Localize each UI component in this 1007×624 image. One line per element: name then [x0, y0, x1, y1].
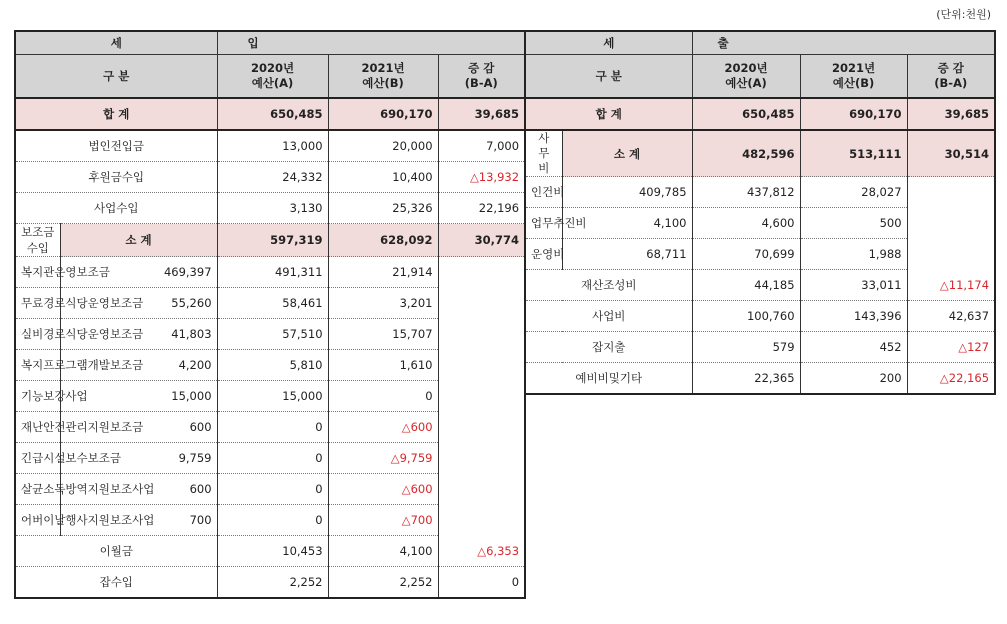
table-row: [15, 381, 525, 412]
office-subtotal-row: [525, 130, 995, 177]
value-2020: 55,260: [60, 288, 217, 319]
row-label: 살균소독방역지원보조사업: [15, 474, 60, 505]
total-2021: 690,170: [328, 98, 438, 130]
value-2020: 4,100: [562, 208, 692, 239]
value-diff: 3,201: [328, 288, 438, 319]
table-row: [15, 474, 525, 505]
row-label: 사업비: [525, 301, 692, 332]
expense-title-left: 세: [525, 31, 692, 55]
table-row: [15, 350, 525, 381]
value-2021: 20,000: [328, 130, 438, 162]
value-2021: 57,510: [217, 319, 328, 350]
table-row: [15, 505, 525, 536]
value-2021: 452: [800, 332, 907, 363]
total-label: 합 계: [15, 98, 217, 130]
header-category: 구 분: [15, 55, 217, 99]
unit-label: (단위:천원): [936, 8, 991, 21]
header-2021: 2021년 예산(B): [328, 55, 438, 99]
value-2020: 22,365: [692, 363, 800, 395]
value-2020: 68,711: [562, 239, 692, 270]
subtotal-2020: 597,319: [217, 224, 328, 257]
table-row: [525, 239, 995, 270]
value-2020: 409,785: [562, 177, 692, 208]
revenue-table: [14, 30, 526, 599]
value-2021: 2,252: [328, 567, 438, 599]
value-2021: 10,400: [328, 162, 438, 193]
total-label: 합 계: [525, 98, 692, 130]
header-2020: 2020년 예산(A): [217, 55, 328, 99]
value-2020: 2,252: [217, 567, 328, 599]
value-2020: 600: [60, 412, 217, 443]
row-label: 어버이날행사지원보조사업: [15, 505, 60, 536]
value-diff: △600: [328, 474, 438, 505]
revenue-header-row: [15, 55, 525, 99]
header-category: 구 분: [525, 55, 692, 99]
value-diff: △127: [907, 332, 995, 363]
expense-title-right: 출: [692, 31, 995, 55]
value-2021: 25,326: [328, 193, 438, 224]
row-label: 잡지출: [525, 332, 692, 363]
value-2020: 10,453: [217, 536, 328, 567]
value-2020: 13,000: [217, 130, 328, 162]
value-2021: 200: [800, 363, 907, 395]
value-2020: 3,130: [217, 193, 328, 224]
value-2021: 33,011: [800, 270, 907, 301]
row-label: 업무추진비: [525, 208, 562, 239]
value-diff: 28,027: [800, 177, 907, 208]
row-label: 무료경로식당운영보조금: [15, 288, 60, 319]
value-diff: 500: [800, 208, 907, 239]
value-2021: 0: [217, 474, 328, 505]
subtotal-2021: 513,111: [800, 130, 907, 177]
expense-title-row: [525, 31, 995, 55]
row-label: 예비비및기타: [525, 363, 692, 395]
office-group-label: 사 무 비: [525, 130, 562, 177]
value-diff: △6,353: [438, 536, 525, 567]
value-2021: 491,311: [217, 257, 328, 288]
header-2021: 2021년 예산(B): [800, 55, 907, 99]
value-2020: 41,803: [60, 319, 217, 350]
value-diff: 1,610: [328, 350, 438, 381]
revenue-title-left: 세: [15, 31, 217, 55]
value-diff: 22,196: [438, 193, 525, 224]
subtotal-diff: 30,514: [907, 130, 995, 177]
value-2020: 100,760: [692, 301, 800, 332]
table-row: [15, 412, 525, 443]
subtotal-2020: 482,596: [692, 130, 800, 177]
value-2021: 143,396: [800, 301, 907, 332]
value-2020: 24,332: [217, 162, 328, 193]
row-label: 사업수입: [15, 193, 217, 224]
header-diff: 증 감 (B-A): [907, 55, 995, 99]
expense-table: [524, 30, 996, 395]
subsidy-subtotal-row: [15, 224, 525, 257]
row-label: 법인전입금: [15, 130, 217, 162]
row-label: 재난안전관리지원보조금: [15, 412, 60, 443]
value-diff: 0: [438, 567, 525, 599]
value-2020: 44,185: [692, 270, 800, 301]
value-diff: △13,932: [438, 162, 525, 193]
table-row: [525, 363, 995, 395]
row-label: 운영비: [525, 239, 562, 270]
row-label: 기능보강사업: [15, 381, 60, 412]
table-row: [15, 443, 525, 474]
value-2021: 15,000: [217, 381, 328, 412]
subtotal-diff: 30,774: [438, 224, 525, 257]
value-2021: 4,100: [328, 536, 438, 567]
value-diff: 15,707: [328, 319, 438, 350]
subtotal-2021: 628,092: [328, 224, 438, 257]
row-label: 재산조성비: [525, 270, 692, 301]
row-label: 인건비: [525, 177, 562, 208]
expense-header-row: [525, 55, 995, 99]
table-row: [525, 332, 995, 363]
value-diff: △9,759: [328, 443, 438, 474]
value-2020: 469,397: [60, 257, 217, 288]
total-diff: 39,685: [438, 98, 525, 130]
header-diff: 증 감 (B-A): [438, 55, 525, 99]
value-diff: 1,988: [800, 239, 907, 270]
row-label: 긴급시설보수보조금: [15, 443, 60, 474]
value-2021: 70,699: [692, 239, 800, 270]
value-diff: 42,637: [907, 301, 995, 332]
table-row: [15, 567, 525, 599]
table-row: [525, 177, 995, 208]
header-2020: 2020년 예산(A): [692, 55, 800, 99]
value-2021: 0: [217, 443, 328, 474]
total-2021: 690,170: [800, 98, 907, 130]
revenue-total-row: [15, 98, 525, 130]
table-row: [525, 270, 995, 301]
table-row: [15, 193, 525, 224]
value-2020: 4,200: [60, 350, 217, 381]
value-2020: 579: [692, 332, 800, 363]
value-diff: 0: [328, 381, 438, 412]
value-2021: 437,812: [692, 177, 800, 208]
expense-total-row: [525, 98, 995, 130]
table-row: [525, 208, 995, 239]
value-2021: 4,600: [692, 208, 800, 239]
revenue-title-right: 입: [217, 31, 525, 55]
value-diff: 21,914: [328, 257, 438, 288]
table-row: [15, 257, 525, 288]
subtotal-label: 소 계: [60, 224, 217, 257]
value-2021: 0: [217, 505, 328, 536]
row-label: 이월금: [15, 536, 217, 567]
table-row: [15, 288, 525, 319]
value-2020: 600: [60, 474, 217, 505]
subtotal-label: 소 계: [562, 130, 692, 177]
value-2020: 9,759: [60, 443, 217, 474]
value-2020: 15,000: [60, 381, 217, 412]
value-2021: 0: [217, 412, 328, 443]
revenue-title-row: [15, 31, 525, 55]
row-label: 잡수입: [15, 567, 217, 599]
total-2020: 650,485: [217, 98, 328, 130]
value-2021: 58,461: [217, 288, 328, 319]
table-row: [15, 319, 525, 350]
table-row: [15, 536, 525, 567]
table-row: [15, 130, 525, 162]
value-diff: 7,000: [438, 130, 525, 162]
total-diff: 39,685: [907, 98, 995, 130]
total-2020: 650,485: [692, 98, 800, 130]
table-row: [525, 301, 995, 332]
value-2020: 700: [60, 505, 217, 536]
value-diff: △11,174: [907, 270, 995, 301]
value-diff: △700: [328, 505, 438, 536]
row-label: 실비경로식당운영보조금: [15, 319, 60, 350]
value-diff: △22,165: [907, 363, 995, 395]
row-label: 후원금수입: [15, 162, 217, 193]
row-label: 복지관운영보조금: [15, 257, 60, 288]
table-row: [15, 162, 525, 193]
subsidy-group-label: 보조금 수입: [15, 224, 60, 257]
value-diff: △600: [328, 412, 438, 443]
value-2021: 5,810: [217, 350, 328, 381]
row-label: 복지프로그램개발보조금: [15, 350, 60, 381]
